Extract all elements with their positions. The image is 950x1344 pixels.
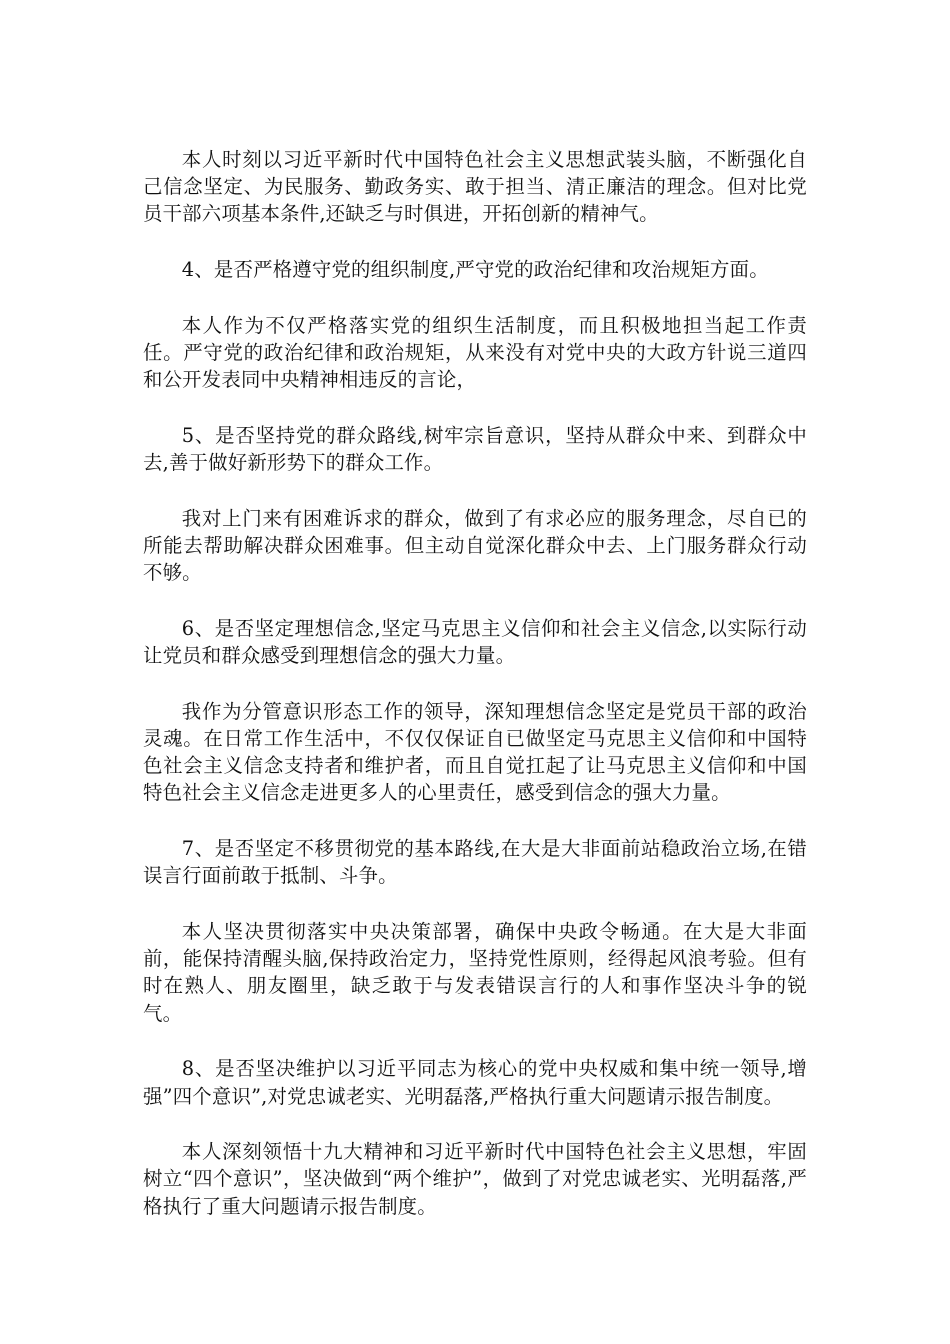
section-heading-5: 5、是否坚持党的群众路线,树牢宗旨意识，坚持从群众中来、到群众中去,善于做好新形势下的群众工作。 [143,423,807,475]
paragraph: 我对上门来有困难诉求的群众，做到了有求必应的服务理念，尽自已的所能去帮助解决群众困难事。但主动自觉深化群众中去、上门服务群众行动不够。 [143,506,807,585]
section-heading-8: 8、是否坚决维护以习近平同志为核心的党中央权威和集中统一领导,增强”四个意识”,对党忠诚老实、光明磊落,严格执行重大问题请示报告制度。 [143,1057,807,1108]
paragraph: 本人坚决贯彻落实中央决策部署，确保中央政令畅通。在大是大非面前，能保持清醒头脑,保持政治定力，坚持党性原则，经得起风浪考验。但有时在熟人、朋友圈里，缺乏敢于与发表错误言行的人和事作坚决斗争的锐气。 [143,920,807,1025]
paragraph: 我作为分管意识形态工作的领导，深知理想信念坚定是党员干部的政治灵魂。在日常工作生活中，不仅仅保证自已做坚定马克思主义信仰和中国特色社会主义信念支持者和维护者，而且自觉扛起了让马克思主义信仰和中国特色社会主义信念走进更多人的心里责任，感受到信念的强大力量。 [143,699,807,805]
section-heading-4: 4、是否严格遵守党的组织制度,严守党的政治纪律和攻治规矩方面。 [181,258,769,282]
section-heading-7: 7、是否坚定不移贯彻党的基本路线,在大是大非面前站稳政治立场,在错误言行面前敢于抵制、斗争。 [143,837,807,888]
paragraph: 本人时刻以习近平新时代中国特色社会主义思想武装头脑，不断强化自己信念坚定、为民服务、勤政务实、敢于担当、清正廉洁的理念。但对比党员干部六项基本条件,还缺乏与时俱进，开拓创新的精神气。 [143,148,807,226]
document-body [143,146,807,1220]
paragraph: 本人深刻领悟十九大精神和习近平新时代中国特色社会主义思想，牢固树立“四个意识”，坚决做到“两个维护”，做到了对党忠诚老实、光明磊落,严格执行了重大问题请示报告制度。 [143,1140,807,1218]
section-heading-6: 6、是否坚定理想信念,坚定马克思主义信仰和社会主义信念,以实际行动让党员和群众感受到理想信念的强大力量。 [143,616,807,668]
paragraph: 本人作为不仅严格落实党的组织生活制度，而且积极地担当起工作责任。严守党的政治纪律和政治规矩，从来没有对党中央的大政方针说三道四和公开发表同中央精神相违反的言论， [143,313,807,392]
